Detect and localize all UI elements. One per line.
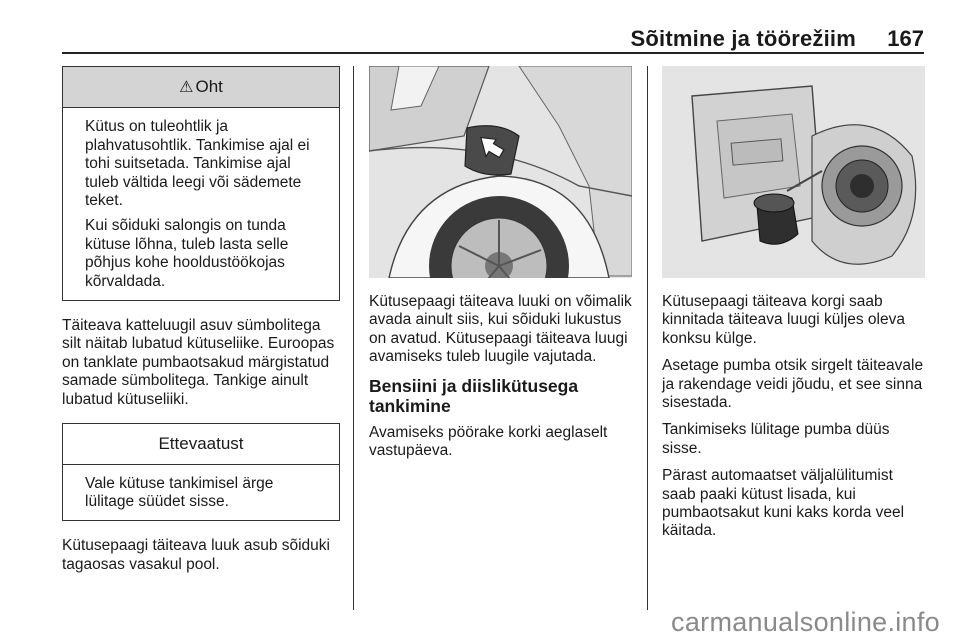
cap-hook-paragraph: Kütusepaagi täiteava korgi saab kinnitada täiteava luugi küljes oleva konksu külge. [662, 293, 905, 347]
caution-text: Vale kütuse tankimisel ärge lülitage süüdet sisse. [85, 474, 274, 510]
danger-paragraph-2: Kui sõiduki salongis on tunda kütuse lõhna, tuleb lasta selle põhjus kohe hooldustöökojas kõrvaldada. [85, 217, 289, 290]
fuel-door-open-paragraph: Kütusepaagi täiteava luuki on võimalik avada ainult siis, kui sõiduki lukustus on avatud. Kütusepaagi täiteava luugi avamiseks tuleb luugile vajutada. [369, 293, 632, 366]
page-header-title: Sõitmine ja töörežiim [630, 26, 856, 51]
top-up-paragraph: Pärast automaatset väljalülitumist saab paaki kütust lisada, kui pumbaotsakut kuni kaks korda veel käitada. [662, 467, 905, 540]
fuel-door-location-paragraph: Kütusepaagi täiteava luuk asub sõiduki tagaosas vasakul pool. [62, 537, 330, 573]
page-number: 167 [887, 26, 924, 51]
column-2 [369, 66, 634, 469]
column-1 [62, 66, 340, 588]
fuel-label-paragraph: Täiteava katteluugil asuv sümbolitega silt näitab lubatud kütuseliike. Euroopas on tanklate pumbaotsakud märgistatud samade sümbolitega. Tankige ainult lubatud kütuseliiki. [62, 317, 335, 408]
warning-triangle-icon: ⚠ [179, 79, 194, 96]
danger-paragraph-1: Kütus on tuleohtlik ja plahvatusohtlik. Tankimise ajal ei tohi suitsetada. Tankimise ajal tuleb vältida leegi või sädemete teket. [85, 118, 310, 210]
column-3 [662, 66, 927, 550]
column-divider-2 [647, 66, 648, 610]
column-divider-1 [353, 66, 354, 610]
danger-box-body [63, 108, 339, 300]
danger-box-title: Oht [195, 77, 223, 96]
watermark-text: carmanualsonline.info [671, 607, 940, 637]
danger-box-header [63, 67, 339, 108]
cap-open-paragraph: Avamiseks pöörake korki aeglaselt vastupäeva. [369, 423, 608, 460]
nozzle-insert-paragraph: Asetage pumba otsik sirgelt täiteavale ja rakendage veidi jõudu, et see sinna sisestada. [662, 357, 924, 412]
caution-box-title: Ettevaatust [63, 424, 339, 464]
section-heading-petrol-diesel: Bensiini ja diislikütusega tankimine [369, 375, 579, 416]
nozzle-activate-paragraph: Tankimiseks lülitage pumba düüs sisse. [662, 421, 890, 457]
header-divider [62, 52, 924, 54]
caution-box [62, 423, 340, 521]
danger-box [62, 66, 340, 301]
fuel-cap-illustration [662, 66, 925, 278]
fuel-door-illustration [369, 66, 632, 278]
caution-box-body [63, 465, 339, 521]
